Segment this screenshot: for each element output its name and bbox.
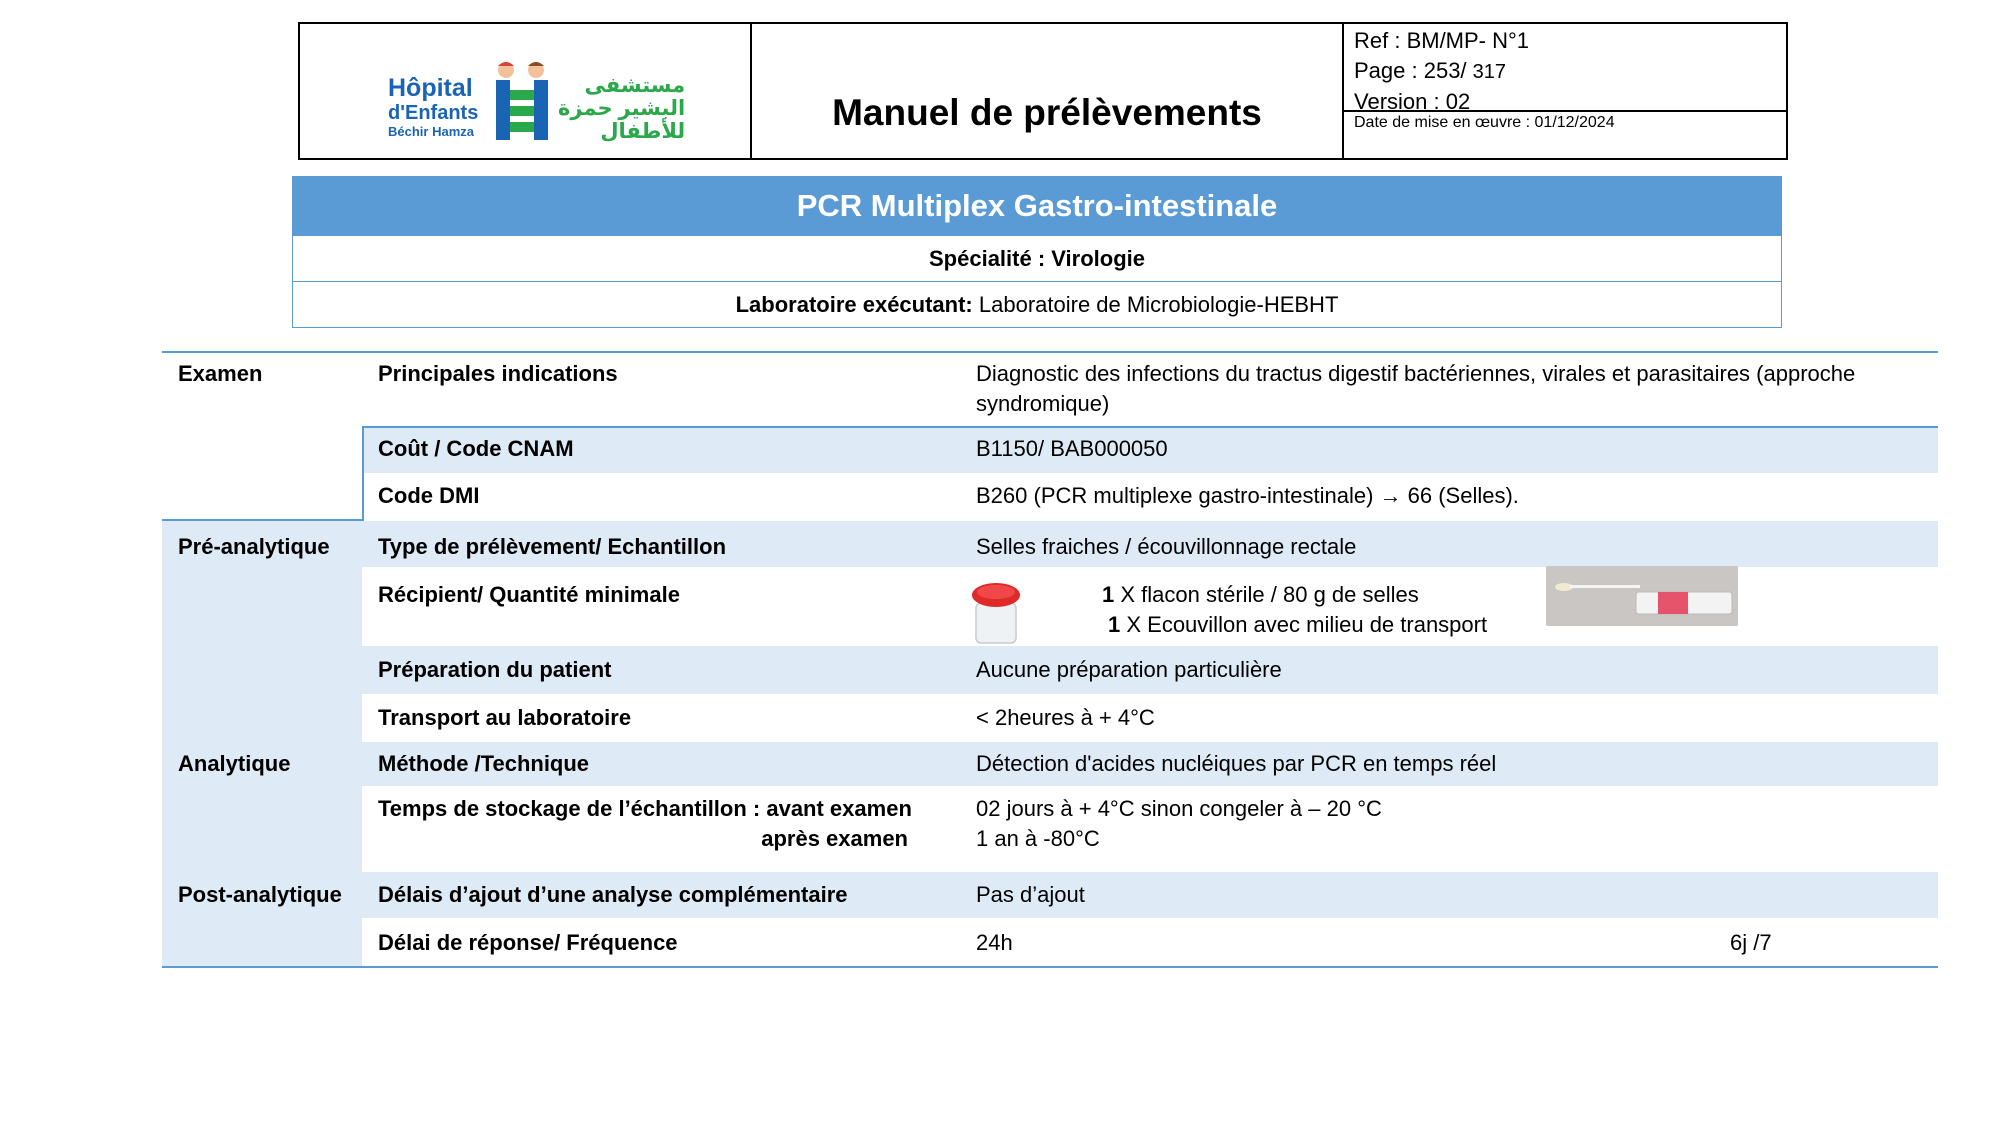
section-analytique: Analytique [178,751,291,776]
stockage-value-1: 02 jours à + 4°C sinon congeler à – 20 °C [976,796,1382,821]
indications-label: Principales indications [378,361,618,386]
logo-arabic-2: البشير حمزة [558,97,686,120]
indications-value: Diagnostic des infections du tractus digestif bactériennes, virales et parasitaires (approche syndromique) [976,361,1856,416]
logo-line-3: Béchir Hamza [388,124,474,139]
hospital-logo-text [388,76,478,138]
reponse-label: Délai de réponse/ Fréquence [378,930,678,955]
dmi-label: Code DMI [378,483,480,508]
examen-bottom-border [162,519,364,521]
methode-label: Méthode /Technique [378,751,590,776]
section-post-analytique: Post-analytique [178,882,342,907]
type-value: Selles fraiches / écouvillonnage rectale [976,534,1357,559]
swab-transport-image [1546,566,1738,626]
recipient-qty-2: 1 [1108,612,1121,637]
document-meta [1344,24,1786,112]
page-label: Page : 253/ [1354,58,1467,83]
preparation-value: Aucune préparation particulière [976,657,1282,682]
document-date: Date de mise en œuvre : 01/12/2024 [1354,114,1615,131]
stockage-label-1: Temps de stockage de l’échantillon : avant examen [378,796,912,821]
reponse-frequence: 6j /7 [1730,930,1772,955]
recipient-label: Récipient/ Quantité minimale [378,582,680,607]
dmi-value: B260 (PCR multiplexe gastro-intestinale) → 66 (Selles). [976,483,1519,508]
preparation-label: Préparation du patient [378,657,612,682]
logo-line-1: Hôpital [388,74,473,102]
logo-arabic-1: مستشفى [584,74,686,97]
hospital-logo-icon [490,60,554,142]
type-label: Type de prélèvement/ Echantillon [378,534,727,559]
cout-value: B1150/ BAB000050 [976,436,1168,461]
section-pre-analytique: Pré-analytique [178,534,330,559]
swab-icon [1546,566,1738,626]
recipient-text-1: X flacon stérile / 80 g de selles [1114,582,1419,607]
section-examen: Examen [178,361,263,386]
transport-value: < 2heures à + 4°C [976,705,1155,730]
recipient-qty-1: 1 [1102,582,1115,607]
document-header [298,22,1788,160]
stockage-value-2: 1 an à -80°C [976,826,1100,851]
sterile-container-icon [970,581,1022,647]
document-ref: Ref : BM/MP- N°1 [1354,28,1530,53]
exam-title: PCR Multiplex Gastro-intestinale [293,177,1781,235]
logo-line-2: d'Enfants [388,102,479,124]
document-title-cell [752,24,1344,158]
transport-label: Transport au laboratoire [378,705,632,730]
page-total: 317 [1472,61,1507,83]
laboratoire-label: Laboratoire exécutant: [735,292,973,317]
table-bottom-border [162,966,1938,968]
laboratoire-row [293,281,1781,327]
recipient-text-2: X Ecouvillon avec milieu de transport [1120,612,1488,637]
delais-value: Pas d’ajout [976,882,1085,907]
document-title: Manuel de prélèvements [832,92,1262,133]
hospital-logo-arabic [558,74,685,143]
stockage-label-2: après examen [761,826,908,851]
examen-inner-left-border [362,426,364,521]
table-top-border [162,351,1938,353]
recipient-item-2 [1108,610,1487,640]
recipient-item-1 [1102,580,1419,610]
exam-title-band [292,176,1782,328]
methode-value: Détection d'acides nucléiques par PCR en temps réel [976,751,1497,776]
specialite-row [293,235,1781,281]
laboratoire-value: Laboratoire de Microbiologie-HEBHT [972,292,1339,317]
delais-label: Délais d’ajout d’une analyse complémentaire [378,882,848,907]
document-version: Version : 02 [1354,89,1471,114]
document-page [1354,56,1786,87]
specialite-text: Spécialité : Virologie [929,246,1145,271]
logo-arabic-3: للأطفال [600,120,686,143]
document-meta-cell [1344,24,1786,158]
reponse-value: 24h [976,930,1013,955]
cout-label: Coût / Code CNAM [378,436,574,461]
examen-inner-top-border [362,426,1938,428]
hospital-logo-cell [300,24,752,158]
